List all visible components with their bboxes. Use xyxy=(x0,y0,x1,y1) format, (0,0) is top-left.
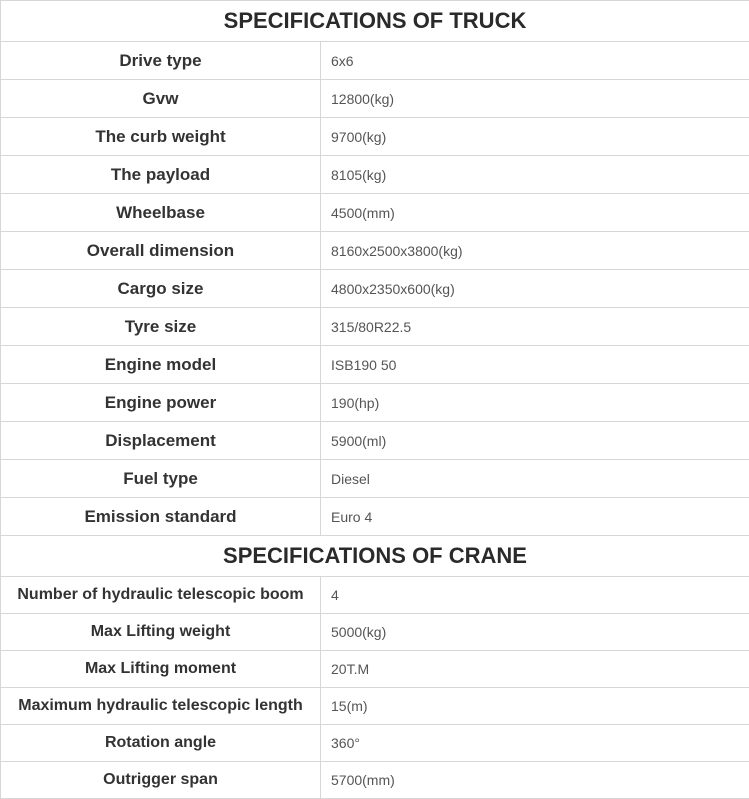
table-row xyxy=(1,80,749,118)
table-row xyxy=(1,194,749,232)
spec-value: 20T.M xyxy=(321,651,749,688)
table-row xyxy=(1,346,749,384)
spec-label: Drive type xyxy=(1,42,321,80)
spec-value: 5000(kg) xyxy=(321,614,749,651)
spec-value: 9700(kg) xyxy=(321,118,749,156)
spec-value: 315/80R22.5 xyxy=(321,308,749,346)
spec-label: The curb weight xyxy=(1,118,321,156)
table-row xyxy=(1,498,749,536)
table-row xyxy=(1,422,749,460)
spec-value: 360° xyxy=(321,725,749,762)
table-row xyxy=(1,460,749,498)
table-row xyxy=(1,42,749,80)
spec-label: Wheelbase xyxy=(1,194,321,232)
spec-value: Euro 4 xyxy=(321,498,749,536)
spec-label: Displacement xyxy=(1,422,321,460)
spec-label: Gvw xyxy=(1,80,321,118)
spec-label: Max Lifting weight xyxy=(1,614,321,651)
truck-section-header xyxy=(1,1,749,42)
table-row xyxy=(1,118,749,156)
spec-label: Number of hydraulic telescopic boom xyxy=(1,577,321,614)
table-row xyxy=(1,725,749,762)
table-row xyxy=(1,688,749,725)
spec-value: 5900(ml) xyxy=(321,422,749,460)
spec-label: Max Lifting moment xyxy=(1,651,321,688)
crane-section-header xyxy=(1,536,749,577)
table-row xyxy=(1,270,749,308)
table-row xyxy=(1,156,749,194)
table-row xyxy=(1,651,749,688)
spec-value: 8160x2500x3800(kg) xyxy=(321,232,749,270)
table-row xyxy=(1,384,749,422)
spec-label: Overall dimension xyxy=(1,232,321,270)
spec-value: 15(m) xyxy=(321,688,749,725)
spec-label: Cargo size xyxy=(1,270,321,308)
spec-label: Engine power xyxy=(1,384,321,422)
spec-label: Rotation angle xyxy=(1,725,321,762)
table-row xyxy=(1,308,749,346)
spec-value: 4800x2350x600(kg) xyxy=(321,270,749,308)
spec-value: 6x6 xyxy=(321,42,749,80)
crane-section-title: SPECIFICATIONS OF CRANE xyxy=(1,536,749,577)
spec-label: The payload xyxy=(1,156,321,194)
table-row xyxy=(1,614,749,651)
spec-value: Diesel xyxy=(321,460,749,498)
spec-label: Maximum hydraulic telescopic length xyxy=(1,688,321,725)
spec-value: 8105(kg) xyxy=(321,156,749,194)
spec-value: ISB190 50 xyxy=(321,346,749,384)
spec-value: 190(hp) xyxy=(321,384,749,422)
spec-value: 4500(mm) xyxy=(321,194,749,232)
table-row xyxy=(1,232,749,270)
spec-label: Fuel type xyxy=(1,460,321,498)
spec-value: 5700(mm) xyxy=(321,762,749,799)
spec-value: 4 xyxy=(321,577,749,614)
spec-label: Outrigger span xyxy=(1,762,321,799)
truck-section-title: SPECIFICATIONS OF TRUCK xyxy=(1,1,749,42)
spec-value: 12800(kg) xyxy=(321,80,749,118)
spec-label: Emission standard xyxy=(1,498,321,536)
table-row xyxy=(1,577,749,614)
spec-label: Engine model xyxy=(1,346,321,384)
spec-label: Tyre size xyxy=(1,308,321,346)
table-row xyxy=(1,762,749,799)
